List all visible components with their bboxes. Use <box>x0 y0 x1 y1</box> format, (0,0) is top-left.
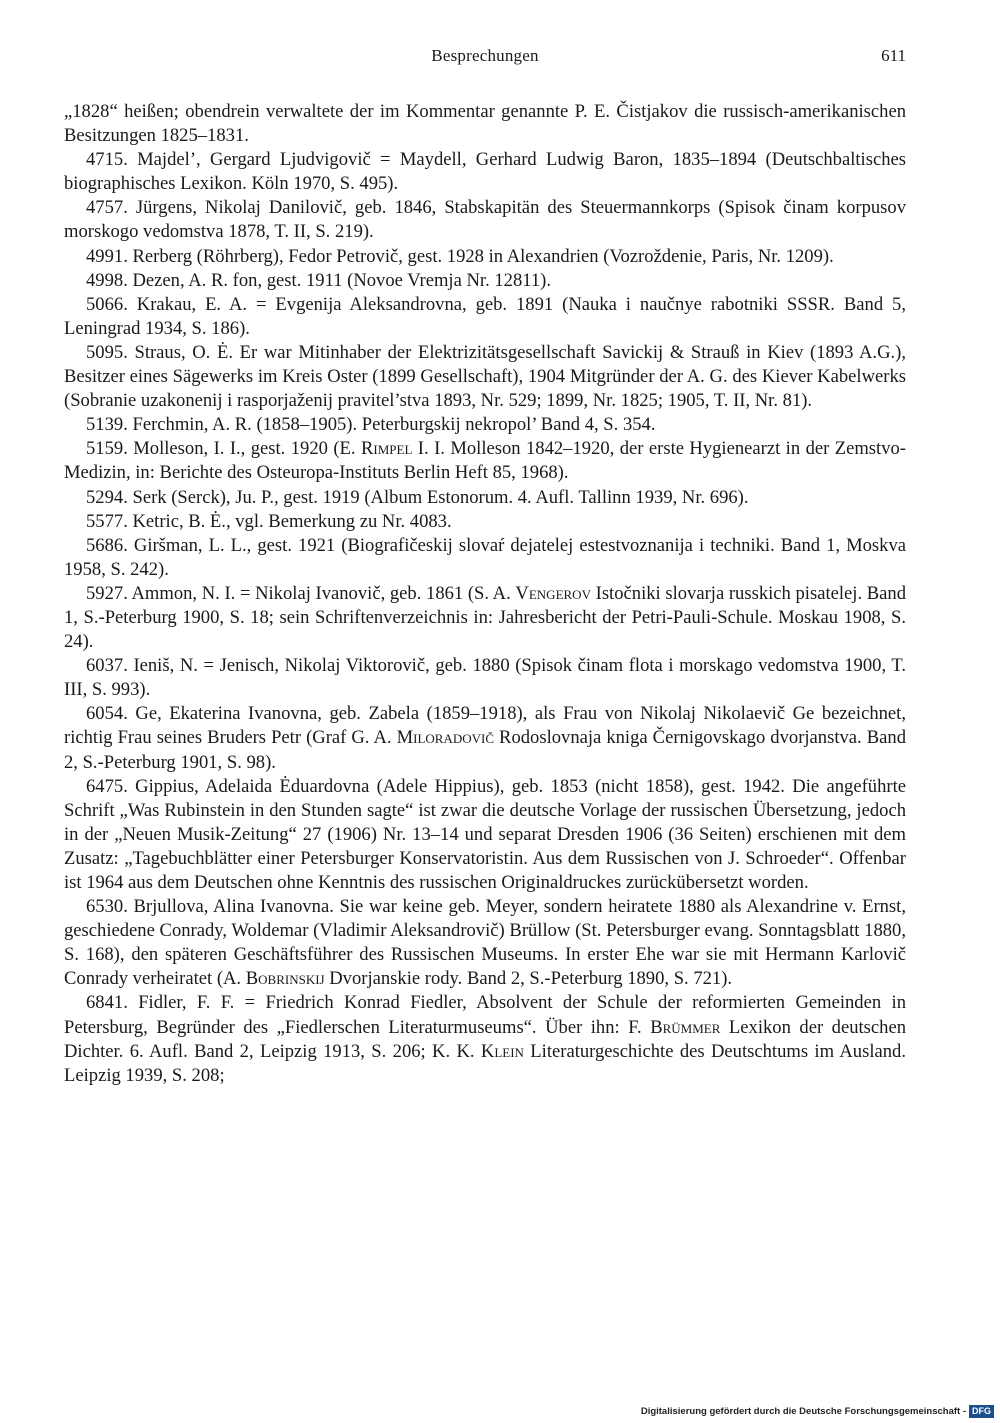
dfg-logo: DFG <box>969 1405 994 1418</box>
text-segment: 5159. Molleson, I. I., gest. 1920 (E. <box>86 438 361 460</box>
body-text <box>64 100 906 1088</box>
page-header <box>64 46 906 74</box>
entry-paragraph <box>64 775 906 895</box>
text-segment: Dvorjanskie rody. Band 2, S.-Peterburg 1890, S. 721). <box>324 968 733 990</box>
text-segment: 6037. Ieniš, N. = Jenisch, Nikolaj Viktorovič, geb. 1880 (Spisok činam flota i morskago vedomstva 1900, T. III, S. 993). <box>64 655 906 701</box>
text-segment: Rodoslovnaja kniga Černigovskago dvorjanstva. Band 2, S.-Peterburg 1901, S. 98). <box>64 727 906 773</box>
author-name: Bobrinskij <box>245 968 325 990</box>
text-segment: 5577. Ketric, B. Ė., vgl. Bemerkung zu Nr. 4083. <box>86 510 452 532</box>
entry-paragraph <box>64 582 906 654</box>
entry-paragraph <box>64 413 906 437</box>
text-segment: 6530. Brjullova, Alina Ivanovna. Sie war keine geb. Meyer, sondern heiratete 1880 als Alexandrine v. Ernst, geschiedene Conrady, Woldemar (Vladimir Aleksandrovič) Brüllow (St. Petersburger evang. Sonntagsblatt 1880, S. 168), den späteren Geschäftsführer des Russischen Museums. In erster Ehe war sie mit Hermann Karlovič Conrady verheiratet (A. <box>64 896 906 990</box>
text-segment: 6475. Gippius, Adelaida Ėduardovna (Adele Hippius), geb. 1853 (nicht 1858), gest. 1942. Die angeführte Schrift „Was Rubinstein in den Stunden sagte“ ist zwar die deutsche Vorlage der russischen Übersetzung, jedoch in der „Neuen Musik-Zeitung“ 27 (1906) Nr. 13–14 und separat Dresden 1906 (36 Seiten) erschienen mit dem Zusatz: „Tagebuchblätter einer Petersburger Konservatoristin. Aus dem Russischen von J. Schroeder“. Offenbar ist 1964 aus dem Deutschen ohne Kenntnis des russischen Originaldruckes zurückübersetzt worden. <box>64 775 906 893</box>
text-segment: 6054. Ge, Ekaterina Ivanovna, geb. Zabela (1859–1918), als Frau von Nikolaj Nikolaevič Ge bezeichnet, richtig Frau seines Bruders Petr (Graf G. A. <box>64 703 906 749</box>
entry-paragraph <box>64 245 906 269</box>
author-name: Miloradovič <box>396 727 494 749</box>
author-name: Brümmer <box>650 1016 721 1038</box>
digitization-credit <box>641 1404 994 1418</box>
entry-paragraph <box>64 341 906 413</box>
entry-paragraph <box>64 486 906 510</box>
credit-text: Digitalisierung gefördert durch die Deutsche Forschungsgemeinschaft - <box>640 1405 966 1417</box>
text-segment: 5139. Ferchmin, A. R. (1858–1905). Peterburgskij nekropol’ Band 4, S. 354. <box>86 414 656 436</box>
author-name: Vengerov <box>515 582 591 604</box>
text-segment: 4991. Rerberg (Röhrberg), Fedor Petrovič, gest. 1928 in Alexandrien (Vozroždenie, Paris, Nr. 1209). <box>86 245 834 267</box>
entry-paragraph <box>64 895 906 991</box>
author-name: Rimpel <box>360 438 413 460</box>
entry-paragraph <box>64 534 906 582</box>
entry-paragraph <box>64 148 906 196</box>
text-segment: 5095. Straus, O. Ė. Er war Mitinhaber der Elektrizitätsgesellschaft Savickij & Strauß in Kiev (1893 A.G.), Besitzer eines Sägewerks im Kreis Oster (1899 Gesellschaft), 1904 Mitgründer der A. G. des Kiever Kabelwerks (Sobranie uzakonenij i rasporjaženij pravitel’stva 1893, Nr. 529; 1899, Nr. 1825; 1905, T. II, Nr. 81). <box>64 341 906 412</box>
entry-paragraph <box>64 991 906 1087</box>
text-segment: Istočniki slovarja russkich pisatelej. Band 1, S.-Peterburg 1900, S. 18; sein Schriftenverzeichnis in: Jahresbericht der Petri-Pauli-Schule. Moskau 1908, S. 24). <box>64 582 907 653</box>
text-segment: Lexikon der deutschen Dichter. 6. Aufl. Band 2, Leipzig 1913, S. 206; K. K. <box>64 1016 907 1062</box>
entry-paragraph <box>64 437 906 485</box>
text-segment: 5927. Ammon, N. I. = Nikolaj Ivanovič, geb. 1861 (S. A. <box>86 582 516 604</box>
text-segment: 4715. Majdel’, Gergard Ljudvigovič = Maydell, Gerhard Ludwig Baron, 1835–1894 (Deutschbaltisches biographisches Lexikon. Köln 1970, S. 495). <box>64 149 906 195</box>
entry-paragraph <box>64 702 906 774</box>
text-segment: 4998. Dezen, A. R. fon, gest. 1911 (Novoe Vremja Nr. 12811). <box>86 269 552 291</box>
page-number: 611 <box>881 46 906 65</box>
entry-paragraph <box>64 269 906 293</box>
entry-paragraph <box>64 654 906 702</box>
text-segment: Literaturgeschichte des Deutschtums im Ausland. Leipzig 1939, S. 208; <box>64 1040 906 1086</box>
text-segment: I. I. Molleson 1842–1920, der erste Hygienearzt in der Zemstvo-Medizin, in: Berichte des Osteuropa-Instituts Berlin Heft 85, 1968). <box>64 438 906 484</box>
text-segment: 4757. Jürgens, Nikolaj Danilovič, geb. 1846, Stabskapitän des Steuermannkorps (Spisok činam korpusov morskogo vedomstva 1878, T. II, S. 219). <box>64 197 906 243</box>
entry-paragraph <box>64 510 906 534</box>
running-head: Besprechungen <box>431 46 539 65</box>
continued-paragraph <box>64 100 906 148</box>
entry-paragraph <box>64 196 906 244</box>
entry-paragraph <box>64 293 906 341</box>
text-segment: „1828“ heißen; obendrein verwaltete der im Kommentar genannte P. E. Čistjakov die russisch-amerikanischen Besitzungen 1825–1831. <box>64 101 906 147</box>
text-segment: 5294. Serk (Serck), Ju. P., gest. 1919 (Album Estonorum. 4. Aufl. Tallinn 1939, Nr. 696). <box>86 486 749 508</box>
text-segment: 6841. Fidler, F. F. = Friedrich Konrad Fiedler, Absolvent der Schule der reformierten Gemeinden in Petersburg, Begründer des „Fiedlerschen Literaturmuseums“. Über ihn: F. <box>64 992 906 1038</box>
author-name: Klein <box>480 1040 524 1062</box>
text-segment: 5686. Giršman, L. L., gest. 1921 (Biografičeskij slovaŕ dejatelej estestvoznanija i techniki. Band 1, Moskva 1958, S. 242). <box>64 534 906 580</box>
text-segment: 5066. Krakau, E. A. = Evgenija Aleksandrovna, geb. 1891 (Nauka i naučnye rabotniki SSSR. Band 5, Leningrad 1934, S. 186). <box>64 293 906 339</box>
